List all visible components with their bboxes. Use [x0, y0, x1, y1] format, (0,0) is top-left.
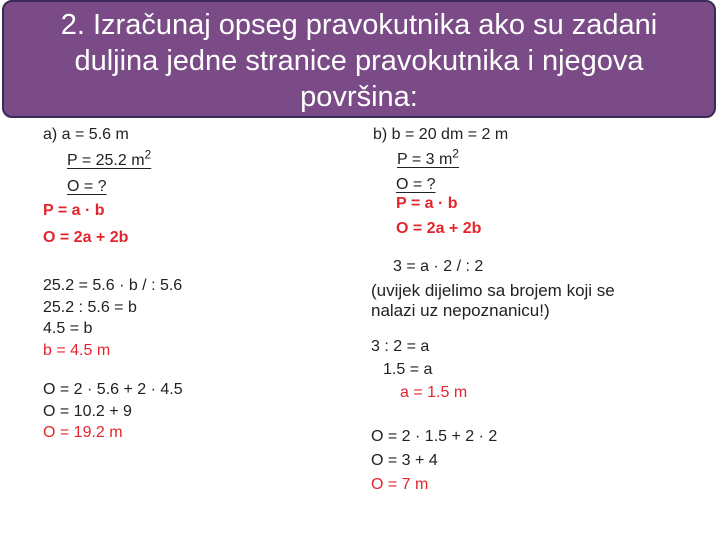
left-given-area: P = 25.2 $m^2$	[67, 147, 152, 169]
left-perimeter-step: O = 2 · 5.6 + 2 · 4.5	[43, 381, 183, 398]
title-banner	[2, 0, 716, 118]
left-result-perimeter: O = 19.2 m	[43, 424, 123, 441]
right-note: nalazi uz nepoznanicu!)	[371, 301, 550, 320]
right-step: 3 : 2 = a	[371, 338, 430, 355]
right-perimeter-step: O = 3 + 4	[371, 452, 438, 469]
left-step: 4.5 = b	[43, 320, 93, 337]
left-given-a: a) a = 5.6 m	[43, 126, 129, 143]
left-unknown: O = ?	[67, 178, 107, 195]
right-equation: 3 = a · 2 / : 2	[393, 258, 484, 275]
right-perimeter-formula: O = 2a + 2b	[396, 220, 482, 237]
right-unknown: O = ?	[396, 176, 436, 193]
right-given-area: P = 3 $m^2$	[397, 146, 459, 168]
left-perimeter-formula: O = 2a + 2b	[43, 229, 129, 246]
left-result-b: b = 4.5 m	[43, 342, 111, 359]
right-perimeter-step: O = 2 · 1.5 + 2 · 2	[371, 428, 498, 445]
right-given-b: b) b = 20 dm = 2 m	[373, 126, 509, 143]
right-area-formula: P = a · b	[396, 195, 458, 212]
page-title: 2. Izračunaj opseg pravokutnika ako su zadani duljina jedne stranice pravokutnika i njegova površina:	[60, 9, 658, 113]
left-area-formula: P = a · b	[43, 202, 105, 219]
right-result-a: a = 1.5 m	[400, 384, 468, 401]
right-note: (uvijek dijelimo sa brojem koji se	[371, 281, 615, 300]
right-step: 1.5 = a	[383, 361, 433, 378]
left-step: 25.2 = 5.6 · b / : 5.6	[43, 277, 183, 294]
left-perimeter-step: O = 10.2 + 9	[43, 403, 132, 420]
right-result-perimeter: O = 7 m	[371, 476, 429, 493]
left-step: 25.2 : 5.6 = b	[43, 299, 137, 316]
